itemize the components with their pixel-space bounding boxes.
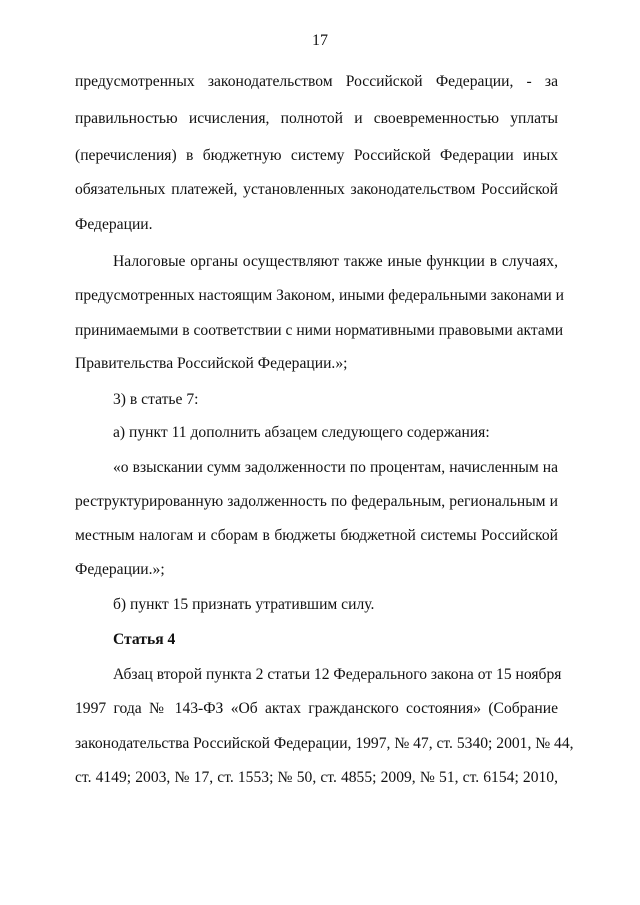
text-line: местным налогам и сборам в бюджеты бюджетной системы Российской — [75, 527, 558, 544]
text-line: Федерации.»; — [75, 561, 165, 578]
text-line: реструктурированную задолженность по федеральным, региональным и — [75, 493, 558, 510]
text-line: законодательства Российской Федерации, 1997, № 47, ст. 5340; 2001, № 44, — [75, 735, 574, 752]
article-heading: Статья 4 — [113, 631, 176, 648]
text-line: предусмотренных настоящим Законом, иными федеральными законами и — [75, 287, 564, 304]
paragraph-first-line: Налоговые органы осуществляют также иные функции в случаях, — [113, 253, 558, 270]
list-item: б) пункт 15 признать утратившим силу. — [113, 596, 375, 613]
text-line: предусмотренных законодательством Российской Федерации, - за — [75, 73, 558, 90]
list-item-heading: 3) в статье 7: — [113, 391, 199, 408]
text-line: принимаемыми в соответствии с ними нормативными правовыми актами — [75, 322, 564, 339]
list-item: а) пункт 11 дополнить абзацем следующего содержания: — [113, 424, 490, 441]
text-line: 1997 года № 143-ФЗ «Об актах гражданского состояния» (Собрание — [75, 700, 558, 717]
text-line: ст. 4149; 2003, № 17, ст. 1553; № 50, ст. 4855; 2009, № 51, ст. 6154; 2010, — [75, 769, 558, 786]
paragraph-first-line: Абзац второй пункта 2 статьи 12 Федерального закона от 15 ноября — [113, 666, 562, 683]
paragraph-first-line: «о взыскании сумм задолженности по процентам, начисленным на — [113, 459, 558, 476]
page-number: 17 — [312, 32, 328, 49]
text-line: правильностью исчисления, полнотой и своевременностью уплаты — [75, 110, 558, 127]
text-line: обязательных платежей, установленных законодательством Российской — [75, 181, 558, 198]
text-line: Федерации. — [75, 216, 153, 233]
text-line: Правительства Российской Федерации.»; — [75, 355, 348, 372]
text-line: (перечисления) в бюджетную систему Российской Федерации иных — [75, 147, 558, 164]
